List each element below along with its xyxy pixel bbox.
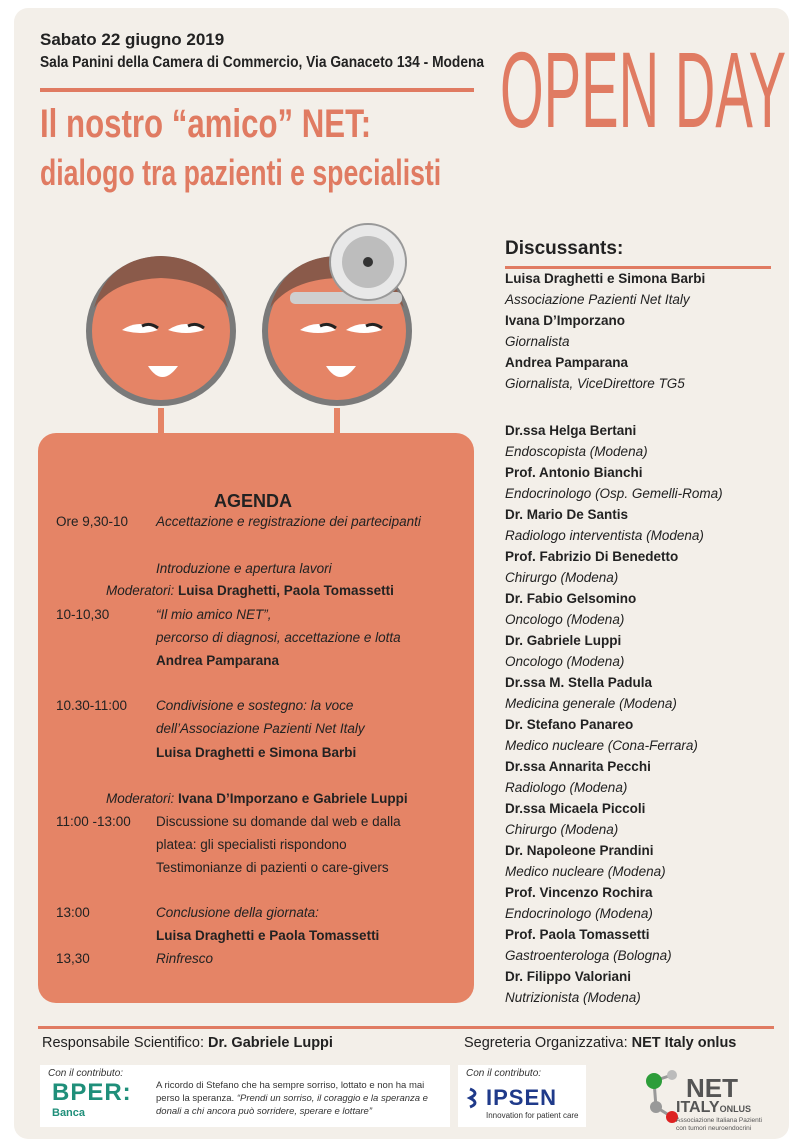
title-line-2-text: dialogo tra pazienti e specialisti [40, 152, 442, 193]
net-italy-logo [594, 1065, 774, 1137]
specialist-name: Dr.ssa M. Stella Padula [505, 675, 653, 690]
agenda-text: Accettazione e registrazione dei partecipanti [156, 514, 421, 529]
agenda-line [56, 514, 421, 529]
specialist-name: Dr. Stefano Panareo [505, 717, 634, 732]
discussant-role: Giornalista [505, 334, 570, 349]
specialist-name: Prof. Antonio Bianchi [505, 465, 643, 480]
scientific-lead [42, 1035, 333, 1051]
ipsen-logo: IPSEN [486, 1085, 558, 1110]
specialist-name: Dr. Gabriele Luppi [505, 633, 622, 648]
header-divider [40, 88, 474, 92]
event-date: Sabato 22 giugno 2019 [40, 30, 225, 49]
agenda-time: 13,30 [56, 951, 90, 966]
footer-divider [38, 1026, 774, 1029]
specialist-role: Radiologo (Modena) [505, 780, 628, 795]
specialist-role: Medicina generale (Modena) [505, 696, 677, 711]
title-line-1-text: Il nostro “amico” NET: [40, 102, 372, 146]
agenda-line: dell’Associazione Pazienti Net Italy [156, 721, 365, 736]
specialist-role: Endocrinologo (Osp. Gemelli-Roma) [505, 486, 723, 501]
specialist-name: Dr. Napoleone Prandini [505, 843, 654, 858]
patient-face-icon [89, 256, 233, 403]
agenda-text: “Il mio amico NET”, [156, 607, 272, 622]
ipsen-mark-icon [466, 1087, 484, 1109]
venue-text: Sala Panini della Camera di Commercio, Via Ganaceto 134 - Modena [40, 54, 485, 71]
specialist-role: Medico nucleare (Cona-Ferrara) [505, 738, 698, 753]
sponsor-ipsen [458, 1065, 586, 1127]
scientific-lead-name: Dr. Gabriele Luppi [208, 1035, 333, 1051]
agenda-line [56, 698, 354, 713]
discussant-role: Associazione Pazienti Net Italy [505, 292, 690, 307]
specialist-role: Nutrizionista (Modena) [505, 990, 641, 1005]
agenda-line: Introduzione e apertura lavori [156, 561, 332, 576]
title-line-2 [40, 152, 582, 194]
specialist-role: Oncologo (Modena) [505, 654, 625, 669]
agenda-time: 13:00 [56, 905, 90, 920]
bper-logo: BPER: [52, 1079, 132, 1106]
specialist-role: Endocrinologo (Modena) [505, 906, 653, 921]
agenda-speaker: Luisa Draghetti e Paola Tomassetti [156, 928, 380, 943]
open-day-heading [500, 29, 789, 150]
agenda-text: Discussione su domande dal web e dalla [156, 814, 401, 829]
contribution-label: Con il contributo: [48, 1068, 124, 1079]
specialist-role: Chirurgo (Modena) [505, 822, 619, 837]
agenda-text: Condivisione e sostegno: la voce [156, 698, 354, 713]
agenda-speaker: Andrea Pamparana [156, 653, 280, 668]
specialist-name: Prof. Vincenzo Rochira [505, 885, 653, 900]
event-venue [40, 54, 556, 72]
scientific-lead-label: Responsabile Scientifico: [42, 1035, 209, 1051]
memorial-quote: “Prendi un sorriso, il coraggio e la speranza e donali a chi ancora può sorridere, sperare e lottare” [156, 1093, 428, 1117]
memorial-text [156, 1079, 444, 1118]
agenda-line [56, 951, 214, 966]
moderators-label: Moderatori: [106, 583, 179, 598]
net-logo-subtitle: Associazione Italiana Pazienti con tumori neuroendocrini [676, 1117, 762, 1132]
open-day-text: OPEN DAY [500, 29, 787, 150]
agenda-title: AGENDA [214, 491, 293, 511]
agenda-line: Testimonianze di pazienti o care-givers [156, 860, 389, 875]
title-line-1 [40, 102, 465, 147]
agenda-moderators [106, 791, 408, 806]
agenda-moderators [106, 583, 394, 598]
specialist-name: Prof. Fabrizio Di Benedetto [505, 549, 679, 564]
agenda-time: 11:00 -13:00 [56, 814, 131, 829]
secretariat-label: Segreteria Organizzativa: [464, 1035, 632, 1051]
agenda-time: 10.30-11:00 [56, 698, 128, 713]
ipsen-tagline: Innovation for patient care [486, 1111, 579, 1120]
specialist-name: Dr. Mario De Santis [505, 507, 629, 522]
net-logo-italy-word: ITALY [676, 1099, 720, 1116]
specialist-name: Dr.ssa Micaela Piccoli [505, 801, 646, 816]
moderators-names: Ivana D’Imporzano e Gabriele Luppi [178, 791, 408, 806]
agenda-time: Ore 9,30-10 [56, 514, 129, 529]
agenda-line [56, 905, 319, 920]
discussants-title: Discussants: [505, 238, 624, 259]
specialist-role: Medico nucleare (Modena) [505, 864, 666, 879]
organizing-secretariat [464, 1035, 736, 1051]
doctor-face-icon [265, 224, 409, 403]
net-logo-onlus: ONLUS [719, 1104, 752, 1114]
specialist-role: Gastroenterologa (Bologna) [505, 948, 672, 963]
discussant-name: Ivana D’Imporzano [505, 313, 626, 328]
specialist-role: Chirurgo (Modena) [505, 570, 619, 585]
specialist-name: Dr. Fabio Gelsomino [505, 591, 637, 606]
bper-logo-sub: Banca [52, 1107, 86, 1119]
poster [14, 8, 789, 1139]
agenda-text: Rinfresco [156, 951, 214, 966]
discussants-divider [505, 266, 771, 269]
specialist-role: Oncologo (Modena) [505, 612, 625, 627]
net-logo-text: NET [686, 1073, 738, 1103]
two-faces-illustration [38, 218, 478, 438]
contribution-label: Con il contributo: [466, 1068, 542, 1079]
agenda-line [56, 814, 401, 829]
specialist-name: Dr.ssa Helga Bertani [505, 423, 637, 438]
specialist-name: Dr. Filippo Valoriani [505, 969, 632, 984]
agenda-line [56, 607, 272, 622]
net-logo-italy [676, 1099, 751, 1117]
agenda-line: platea: gli specialisti rispondono [156, 837, 347, 852]
discussant-name: Luisa Draghetti e Simona Barbi [505, 271, 706, 286]
specialist-name: Dr.ssa Annarita Pecchi [505, 759, 651, 774]
specialist-role: Radiologo interventista (Modena) [505, 528, 704, 543]
sponsor-bper [40, 1065, 450, 1127]
discussant-name: Andrea Pamparana [505, 355, 629, 370]
memorial-line: A ricordo di Stefano che ha sempre sorriso, lottato e non ha mai perso la speranza. [156, 1080, 425, 1104]
agenda-text: Conclusione della giornata: [156, 905, 319, 920]
specialist-name: Prof. Paola Tomassetti [505, 927, 650, 942]
discussant-role: Giornalista, ViceDirettore TG5 [505, 376, 685, 391]
secretariat-name: NET Italy onlus [631, 1035, 737, 1051]
moderators-names: Luisa Draghetti, Paola Tomassetti [178, 583, 394, 598]
agenda-line: percorso di diagnosi, accettazione e lotta [156, 630, 401, 645]
specialist-role: Endoscopista (Modena) [505, 444, 648, 459]
agenda-time: 10-10,30 [56, 607, 110, 622]
moderators-label: Moderatori: [106, 791, 179, 806]
agenda-speaker: Luisa Draghetti e Simona Barbi [156, 745, 357, 760]
